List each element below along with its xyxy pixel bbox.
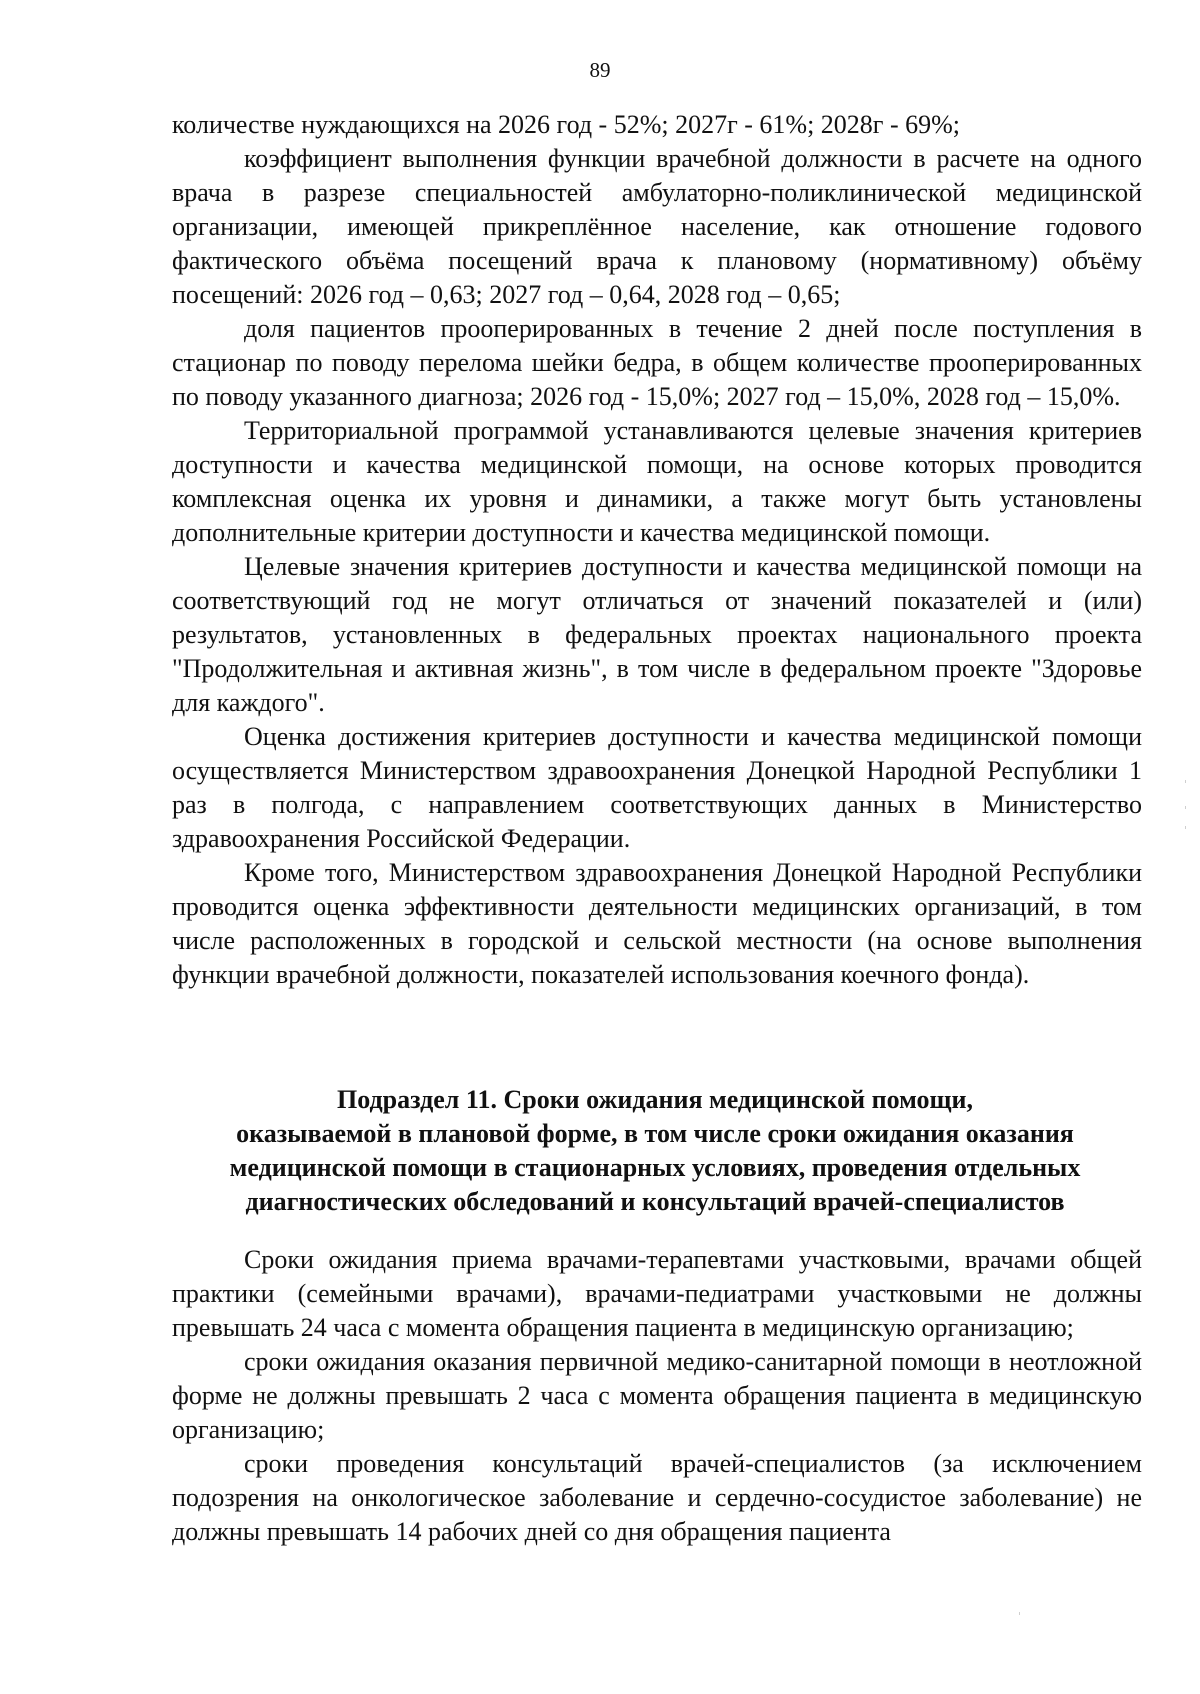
paragraph-target-values: Территориальной программой устанавливаются целевые значения критериев доступности и качества медицинской помощи, на основе которых проводится комплексная оценка их уровня и динамики, а также могут быть установлены дополнительные критерии доступности и качества медицинской помощи.: [172, 416, 1142, 547]
scan-speck: [1019, 1612, 1020, 1615]
paragraph-specialist-consultation-wait: сроки проведения консультаций врачей-специалистов (за исключением подозрения на онкологическое заболевание и сердечно-сосудистое заболевание) не должны превышать 14 рабочих дней со дня обращения пациента: [172, 1449, 1142, 1546]
heading-line: оказываемой в плановой форме, в том числе сроки ожидания оказания: [236, 1119, 1074, 1148]
heading-line: медицинской помощи в стационарных условиях, проведения отдельных: [229, 1153, 1081, 1182]
paragraph-primary-care-wait: Сроки ожидания приема врачами-терапевтами участковыми, врачами общей практики (семейными врачами), врачами-педиатрами участковыми не должны превышать 24 часа с момента обращения пациента в медицинскую организацию;: [172, 1245, 1142, 1342]
paragraph-emergency-care-wait: сроки ожидания оказания первичной медико-санитарной помощи в неотложной форме не должны превышать 2 часа с момента обращения пациента в медицинскую организацию;: [172, 1347, 1142, 1444]
paragraph-hip-fracture-surgery: доля пациентов прооперированных в течение 2 дней после поступления в стационар по поводу перелома шейки бедра, в общем количестве прооперированных по поводу указанного диагноза; 2026 год - 15,0%; 2027 год – 15,0%, 2028 год – 15,0%.: [172, 314, 1142, 411]
body-text-top: [172, 108, 1142, 992]
page-number: 89: [589, 58, 611, 82]
scan-speck: [1185, 780, 1186, 783]
section-heading: [160, 1083, 1150, 1219]
paragraph-continuation: количестве нуждающихся на 2026 год - 52%; 2027г - 61%; 2028г - 69%;: [172, 110, 960, 139]
body-text-bottom: [172, 1243, 1142, 1549]
paragraph-assessment: Оценка достижения критериев доступности и качества медицинской помощи осуществляется Министерством здравоохранения Донецкой Народной Республики 1 раз в полгода, с направлением соответствующих данных в Министерство здравоохранения Российской Федерации.: [172, 722, 1142, 853]
paragraph-federal-projects: Целевые значения критериев доступности и качества медицинской помощи на соответствующий год не могут отличаться от значений показателей и (или) результатов, установленных в федеральных проектах национального проекта "Продолжительная и активная жизнь", в том числе в федеральном проекте "Здоровье для каждого".: [172, 552, 1142, 717]
scan-speck: [1185, 806, 1186, 809]
scan-speck: [1185, 826, 1186, 829]
heading-line: диагностических обследований и консультаций врачей-специалистов: [245, 1187, 1065, 1216]
paragraph-physician-function-ratio: коэффициент выполнения функции врачебной должности в расчете на одного врача в разрезе специальностей амбулаторно-поликлинической медицинской организации, имеющей прикреплённое население, как отношение годового фактического объёма посещений врача к плановому (нормативному) объёму посещений: 2026 год – 0,63; 2027 год – 0,64, 2028 год – 0,65;: [172, 144, 1142, 309]
heading-line: Подраздел 11. Сроки ожидания медицинской помощи,: [337, 1085, 973, 1114]
paragraph-efficiency: Кроме того, Министерством здравоохранения Донецкой Народной Республики проводится оценка эффективности деятельности медицинских организаций, в том числе расположенных в городской и сельской местности (на основе выполнения функции врачебной должности, показателей использования коечного фонда).: [172, 858, 1142, 989]
